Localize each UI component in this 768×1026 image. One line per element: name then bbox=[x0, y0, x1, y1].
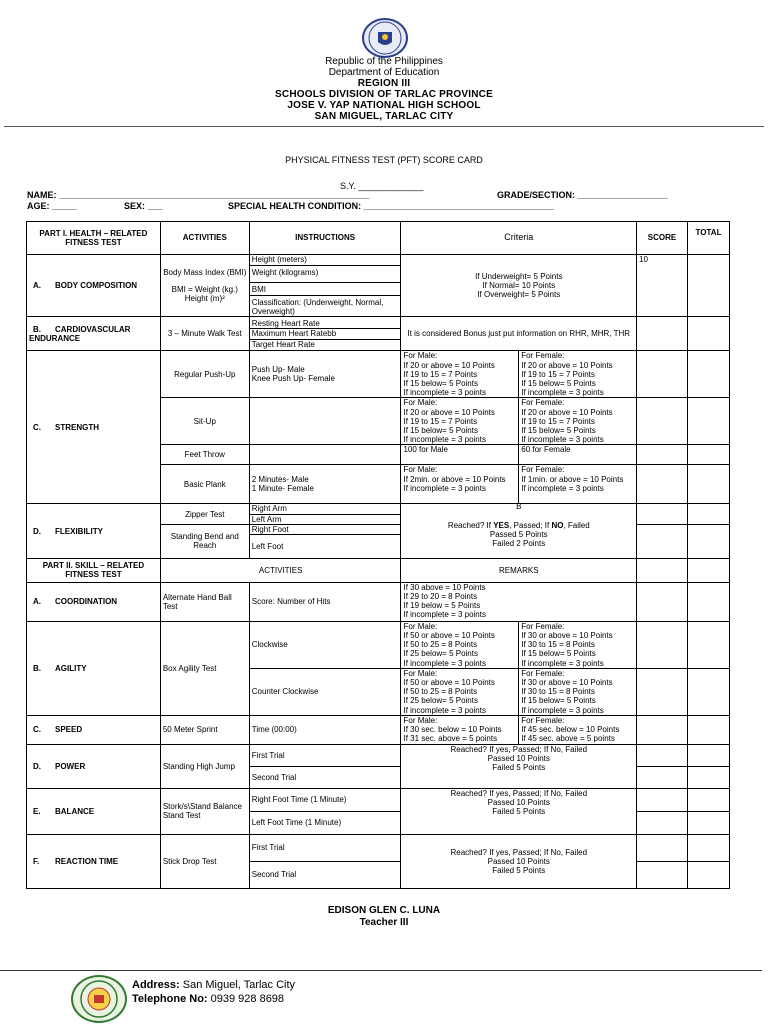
criteria-line: If 20 or above = 10 Points bbox=[521, 407, 613, 417]
criteria-power bbox=[401, 744, 637, 788]
instructions-clockwise: Clockwise bbox=[249, 621, 401, 668]
criteria-line: If 50 or above = 10 Points bbox=[403, 678, 495, 688]
criteria-reaction bbox=[401, 834, 637, 888]
criteria-line: Failed 5 Points bbox=[492, 807, 546, 817]
score-plank[interactable] bbox=[637, 465, 688, 504]
category-agility bbox=[27, 621, 161, 715]
criteria-line: If 30 sec. below = 10 Points bbox=[403, 725, 502, 735]
criteria-speed-male bbox=[401, 715, 519, 744]
instructions-stand-reach bbox=[249, 524, 401, 558]
criteria-line: If 45 sec. above = 5 points bbox=[521, 734, 615, 744]
criteria-line: Failed 2 Points bbox=[492, 539, 546, 549]
criteria-line: If 25 below= 5 Points bbox=[403, 649, 478, 659]
score-bmi[interactable]: 10 bbox=[637, 255, 688, 317]
category-label: BALANCE bbox=[55, 806, 95, 816]
criteria-line: If incomplete = 3 points bbox=[521, 705, 604, 715]
criteria-line: If incomplete = 3 points bbox=[403, 705, 486, 715]
ins-line: Knee Push Up- Female bbox=[251, 374, 335, 384]
category-speed bbox=[27, 715, 161, 744]
header-line-5: JOSE V. YAP NATIONAL HIGH SCHOOL bbox=[287, 100, 481, 111]
score-reaction-1[interactable] bbox=[637, 834, 688, 861]
total-plank[interactable] bbox=[687, 465, 729, 504]
criteria-line: If incomplete = 3 points bbox=[403, 658, 486, 668]
total-reaction-1[interactable] bbox=[687, 834, 729, 861]
criteria-line: If 1min. or above = 10 Points bbox=[521, 474, 624, 484]
header-line-2: Department of Education bbox=[328, 67, 440, 78]
criteria-line: Passed 10 Points bbox=[487, 754, 550, 764]
address-value: San Miguel, Tarlac City bbox=[182, 979, 296, 991]
category-body-composition bbox=[27, 255, 161, 317]
criteria-line: If incomplete = 3 points bbox=[521, 435, 604, 445]
criteria-line: If Overweight= 5 Points bbox=[477, 290, 561, 300]
category-num: A. bbox=[33, 597, 41, 607]
criteria-line: If 15 below= 5 Points bbox=[521, 649, 596, 659]
criteria-line: If 19 to 15 = 7 Points bbox=[521, 416, 595, 426]
criteria-line: For Male: bbox=[403, 668, 438, 678]
instructions-counter-clockwise: Counter Clockwise bbox=[249, 668, 401, 715]
row-reaction-1 bbox=[27, 834, 730, 861]
row-agility-clockwise bbox=[27, 621, 730, 668]
seal-emblem-icon bbox=[364, 20, 406, 56]
footer-address bbox=[132, 979, 295, 991]
name-field[interactable]: NAME: ______________________________________________________________ bbox=[27, 190, 370, 200]
score-situp[interactable] bbox=[637, 398, 688, 445]
header-line-6: SAN MIGUEL, TARLAC CITY bbox=[314, 111, 454, 122]
total-bmi[interactable] bbox=[687, 255, 729, 317]
criteria-line: If 15 below= 5 Points bbox=[403, 379, 478, 389]
letterhead bbox=[0, 56, 768, 122]
criteria-line: If incomplete = 3 points bbox=[521, 658, 604, 668]
criteria-line: If 15 below= 5 Points bbox=[521, 379, 596, 389]
criteria-plank-male bbox=[401, 465, 519, 504]
instructions-reaction-trial2: Second Trial bbox=[249, 861, 401, 888]
category-num: D. bbox=[33, 761, 41, 771]
total-balance-2[interactable] bbox=[687, 811, 729, 834]
total-feet-throw[interactable] bbox=[687, 445, 729, 465]
category-flexibility bbox=[27, 504, 161, 558]
activity-feet-throw: Feet Throw bbox=[160, 445, 249, 465]
criteria-line: If incomplete = 3 points bbox=[521, 483, 604, 493]
crit-text: , Failed bbox=[563, 520, 590, 530]
ins-line: 2 Minutes- Male bbox=[251, 475, 309, 485]
criteria-line: If Normal= 10 Points bbox=[482, 281, 556, 291]
category-num: B. bbox=[33, 663, 41, 673]
category-label: CARDIOVASCULAR ENDURANCE bbox=[29, 324, 131, 343]
grade-section-field[interactable]: GRADE/SECTION: __________________ bbox=[497, 190, 668, 200]
category-num: F. bbox=[33, 856, 40, 866]
category-label: SPEED bbox=[55, 725, 83, 735]
ins-right-foot[interactable]: Right Foot bbox=[250, 525, 401, 535]
criteria-line: If 30 to 15 = 8 Points bbox=[521, 687, 595, 697]
header-remarks: REMARKS bbox=[401, 558, 637, 582]
criteria-line: Passed 10 Points bbox=[487, 856, 550, 866]
criteria-line: For Female: bbox=[521, 398, 565, 408]
table-header-row bbox=[27, 222, 730, 255]
criteria-line: If 19 to 15 = 7 Points bbox=[403, 369, 478, 379]
instructions-power-trial2: Second Trial bbox=[249, 766, 401, 788]
instructions-speed: Time (00:00) bbox=[249, 715, 401, 744]
header-score: SCORE bbox=[637, 222, 688, 255]
instructions-reaction-trial1: First Trial bbox=[249, 834, 401, 861]
total-situp[interactable] bbox=[687, 398, 729, 445]
telephone-value: 0939 928 8698 bbox=[210, 993, 285, 1005]
header-criteria: Criteria bbox=[401, 222, 637, 255]
criteria-line: If 30 to 15 = 8 Points bbox=[521, 640, 595, 650]
total-stand-reach[interactable] bbox=[687, 524, 729, 558]
criteria-line: If Underweight= 5 Points bbox=[475, 271, 563, 281]
total-agility-ccw[interactable] bbox=[687, 668, 729, 715]
criteria-feet-female: 60 for Female bbox=[519, 445, 637, 465]
activity-stand-reach: Standing Bend and Reach bbox=[160, 524, 249, 558]
score-table bbox=[26, 221, 730, 889]
health-condition-field[interactable]: SPECIAL HEALTH CONDITION: ______________________________________ bbox=[228, 201, 554, 211]
row-balance-1 bbox=[27, 788, 730, 811]
activity-hand-ball: Alternate Hand Ball Test bbox=[160, 582, 249, 621]
activity-high-jump: Standing High Jump bbox=[160, 744, 249, 788]
ins-classification[interactable]: Classification: (Underweight, Normal, Overweight) bbox=[251, 298, 384, 317]
activity-box-agility: Box Agility Test bbox=[160, 621, 249, 715]
total-power-2[interactable] bbox=[687, 766, 729, 788]
total-zipper[interactable] bbox=[687, 504, 729, 524]
header-line-1: Republic of the Philippines bbox=[325, 56, 443, 67]
criteria-line: For Male: bbox=[403, 351, 438, 361]
criteria-agility-ccw-female bbox=[519, 668, 637, 715]
criteria-speed-female bbox=[519, 715, 637, 744]
criteria-feet-male: 100 for Male bbox=[401, 445, 519, 465]
part2-header-row bbox=[27, 558, 730, 582]
ins-mhr[interactable]: Maximum Heart Ratebb bbox=[250, 329, 401, 339]
category-strength bbox=[27, 351, 161, 504]
footer-divider bbox=[0, 970, 762, 971]
criteria-line: If incomplete = 3 points bbox=[403, 610, 486, 620]
category-reaction bbox=[27, 834, 161, 888]
criteria-line: If 20 or above = 10 Points bbox=[403, 407, 495, 417]
category-cardio bbox=[27, 317, 161, 351]
activity-plank: Basic Plank bbox=[160, 465, 249, 504]
criteria-agility-ccw-male bbox=[401, 668, 519, 715]
header-instructions: INSTRUCTIONS bbox=[249, 222, 401, 255]
total-speed[interactable] bbox=[687, 715, 729, 744]
criteria-line: If 20 or above = 10 Points bbox=[521, 360, 613, 370]
criteria-line: If 25 below= 5 Points bbox=[403, 696, 478, 706]
criteria-line: Failed 5 Points bbox=[492, 763, 546, 773]
criteria-line: If 19 to 15 = 7 Points bbox=[403, 416, 478, 426]
criteria-situp-male bbox=[401, 398, 519, 445]
criteria-line: If 19 to 15 = 7 Points bbox=[521, 369, 595, 379]
row-cardio bbox=[27, 317, 730, 351]
ins-right-arm[interactable]: Right Arm bbox=[250, 504, 401, 514]
criteria-line: If 31 sec. above = 5 points bbox=[403, 734, 498, 744]
criteria-line: Passed 5 Points bbox=[489, 530, 548, 540]
score-stand-reach[interactable] bbox=[637, 524, 688, 558]
address-label: Address: bbox=[132, 979, 180, 991]
activity-situp: Sit-Up bbox=[160, 398, 249, 445]
crit-text: Reached? If bbox=[447, 520, 494, 530]
age-field[interactable]: AGE: _____ bbox=[27, 201, 78, 211]
category-label: POWER bbox=[55, 761, 86, 771]
criteria-agility-cw-male bbox=[401, 621, 519, 668]
criteria-line bbox=[403, 521, 634, 530]
header-divider bbox=[4, 126, 764, 127]
criteria-line: If 20 or above = 10 Points bbox=[403, 360, 495, 370]
activity-walk-test: 3 – Minute Walk Test bbox=[160, 317, 249, 351]
category-label: STRENGTH bbox=[55, 422, 99, 432]
category-num: E. bbox=[33, 806, 41, 816]
criteria-line: If 15 below= 5 Points bbox=[521, 426, 596, 436]
criteria-situp-female bbox=[519, 398, 637, 445]
instructions-pushup bbox=[249, 351, 401, 398]
criteria-line: If 2min. or above = 10 Points bbox=[403, 474, 506, 484]
instructions-balance-left: Left Foot Time (1 Minute) bbox=[249, 811, 401, 834]
criteria-line: If incomplete = 3 points bbox=[403, 483, 486, 493]
criteria-pushup-female bbox=[519, 351, 637, 398]
school-year-field[interactable]: S.Y. _____________ bbox=[340, 181, 424, 191]
criteria-line: For Female: bbox=[521, 465, 565, 475]
criteria-line: For Male: bbox=[403, 398, 438, 408]
bmi-formula: BMI = Weight (kg.) Height (m)² bbox=[171, 285, 238, 304]
category-balance bbox=[27, 788, 161, 834]
ins-line: 1 Minute- Female bbox=[251, 484, 314, 494]
criteria-line: If 30 or above = 10 Points bbox=[521, 678, 613, 688]
instructions-feet-throw[interactable] bbox=[249, 445, 401, 465]
crit-yes: YES bbox=[493, 520, 510, 530]
row-body-composition bbox=[27, 255, 730, 317]
total-power-1[interactable] bbox=[687, 744, 729, 766]
criteria-line: If 45 sec. below = 10 Points bbox=[521, 725, 620, 735]
crit-text: , Passed; If bbox=[509, 520, 552, 530]
instructions-coordination: Score: Number of Hits bbox=[249, 582, 401, 621]
teacher-title: Teacher III bbox=[359, 917, 409, 928]
criteria-line: Reached? If yes, Passed; If No, Failed bbox=[450, 788, 588, 798]
ins-height[interactable]: Height (meters) bbox=[250, 255, 401, 266]
teacher-name: EDISON GLEN C. LUNA bbox=[327, 905, 441, 916]
header-line-4: SCHOOLS DIVISION OF TARLAC PROVINCE bbox=[275, 89, 493, 100]
header-activities-2: ACTIVITIES bbox=[160, 558, 401, 582]
total-reaction-2[interactable] bbox=[687, 861, 729, 888]
criteria-line: If 15 below= 5 Points bbox=[403, 426, 478, 436]
category-label: FLEXIBILITY bbox=[55, 526, 103, 536]
score-balance-2[interactable] bbox=[637, 811, 688, 834]
score-reaction-2[interactable] bbox=[637, 861, 688, 888]
ins-left-arm[interactable]: Left Arm bbox=[251, 514, 282, 524]
criteria-line: If 19 below = 5 Points bbox=[403, 601, 481, 611]
score-zipper[interactable] bbox=[637, 504, 688, 524]
criteria-line: For Female: bbox=[521, 715, 565, 725]
criteria-line: If 30 above = 10 Points bbox=[403, 582, 486, 592]
total-part2-header bbox=[687, 558, 729, 582]
score-agility-cw[interactable] bbox=[637, 621, 688, 668]
school-seal-logo bbox=[71, 975, 127, 1023]
criteria-line: If 29 to 20 = 8 Points bbox=[403, 592, 478, 602]
criteria-line: If 50 to 25 = 8 Points bbox=[403, 640, 478, 650]
row-zipper bbox=[27, 504, 730, 524]
category-power bbox=[27, 744, 161, 788]
category-num: C. bbox=[33, 725, 41, 735]
criteria-balance bbox=[401, 788, 637, 834]
criteria-line: If 30 or above = 10 Points bbox=[521, 631, 613, 641]
instructions-balance-right: Right Foot Time (1 Minute) bbox=[249, 788, 401, 811]
activity-sprint: 50 Meter Sprint bbox=[160, 715, 249, 744]
row-coordination bbox=[27, 582, 730, 621]
sex-field[interactable]: SEX: ___ bbox=[124, 201, 163, 211]
criteria-line: Reached? If yes, Passed; If No, Failed bbox=[450, 744, 588, 754]
score-power-2[interactable] bbox=[637, 766, 688, 788]
ins-rhr[interactable]: Resting Heart Rate bbox=[250, 319, 401, 329]
score-cardio[interactable] bbox=[637, 317, 688, 351]
score-feet-throw[interactable] bbox=[637, 445, 688, 465]
criteria-line: If 15 below= 5 Points bbox=[521, 696, 596, 706]
instructions-cardio bbox=[249, 317, 401, 351]
criteria-mark: B bbox=[516, 501, 522, 511]
criteria-line: Passed 10 Points bbox=[487, 798, 550, 808]
header-total: TOTAL bbox=[687, 222, 729, 255]
total-cardio[interactable] bbox=[687, 317, 729, 351]
criteria-line: If 50 or above = 10 Points bbox=[403, 631, 495, 641]
telephone-label: Telephone No: bbox=[132, 993, 208, 1005]
category-label: BODY COMPOSITION bbox=[55, 281, 138, 291]
total-pushup[interactable] bbox=[687, 351, 729, 398]
activity-pushup: Regular Push-Up bbox=[160, 351, 249, 398]
header-part2: PART II. SKILL – RELATED FITNESS TEST bbox=[27, 558, 161, 582]
row-speed bbox=[27, 715, 730, 744]
page-title: PHYSICAL FITNESS TEST (PFT) SCORE CARD bbox=[285, 155, 483, 165]
criteria-cardio: It is considered Bonus just put information on RHR, MHR, THR bbox=[401, 317, 637, 351]
criteria-line: For Male: bbox=[403, 465, 438, 475]
criteria-line: For Male: bbox=[403, 715, 438, 725]
criteria-line: If incomplete = 3 points bbox=[403, 435, 486, 445]
criteria-line: If 50 to 25 = 8 Points bbox=[403, 687, 478, 697]
category-label: AGILITY bbox=[55, 663, 87, 673]
activity-zipper: Zipper Test bbox=[160, 504, 249, 524]
criteria-line: If incomplete = 3 points bbox=[403, 388, 486, 398]
instructions-power-trial1: First Trial bbox=[249, 744, 401, 766]
criteria-coordination bbox=[401, 582, 637, 621]
total-coordination[interactable] bbox=[687, 582, 729, 621]
score-coordination[interactable] bbox=[637, 582, 688, 621]
criteria-line: For Female: bbox=[521, 668, 565, 678]
activity-label: Body Mass Index (BMI) bbox=[163, 267, 247, 277]
score-pushup[interactable] bbox=[637, 351, 688, 398]
score-part2-header bbox=[637, 558, 688, 582]
criteria-line: For Male: bbox=[403, 621, 438, 631]
instructions-bmi bbox=[249, 255, 401, 317]
instructions-plank bbox=[249, 465, 401, 504]
criteria-line: Failed 5 Points bbox=[492, 865, 546, 875]
criteria-line: Reached? If yes, Passed; If No, Failed bbox=[450, 847, 588, 857]
ins-weight[interactable]: Weight (kilograms) bbox=[250, 266, 401, 283]
score-speed[interactable] bbox=[637, 715, 688, 744]
score-balance-1[interactable] bbox=[637, 788, 688, 811]
category-label: REACTION TIME bbox=[55, 856, 119, 866]
activity-bmi bbox=[160, 255, 249, 317]
criteria-flexibility bbox=[401, 501, 637, 558]
instructions-situp[interactable] bbox=[249, 398, 401, 445]
header-activities: ACTIVITIES bbox=[160, 222, 249, 255]
ins-bmi[interactable]: BMI bbox=[250, 283, 401, 296]
score-agility-ccw[interactable] bbox=[637, 668, 688, 715]
criteria-plank-female bbox=[519, 465, 637, 504]
category-num: A. bbox=[33, 281, 41, 291]
criteria-line: For Female: bbox=[521, 351, 565, 361]
activity-stick-drop: Stick Drop Test bbox=[160, 834, 249, 888]
category-num: D. bbox=[33, 526, 41, 536]
criteria-line: For Female: bbox=[521, 621, 565, 631]
category-coordination bbox=[27, 582, 161, 621]
header-line-3: REGION III bbox=[357, 78, 411, 89]
school-emblem-icon bbox=[73, 977, 125, 1021]
row-pushup bbox=[27, 351, 730, 398]
total-agility-cw[interactable] bbox=[687, 621, 729, 668]
category-num: B. bbox=[33, 324, 41, 334]
ins-left-foot[interactable]: Left Foot bbox=[251, 542, 284, 552]
row-power-1 bbox=[27, 744, 730, 766]
criteria-line: If incomplete = 3 points bbox=[521, 388, 604, 398]
ins-thr[interactable]: Target Heart Rate bbox=[251, 339, 315, 349]
crit-no: NO bbox=[551, 520, 564, 530]
category-num: C. bbox=[33, 422, 41, 432]
category-label: COORDINATION bbox=[55, 597, 118, 607]
criteria-pushup-male bbox=[401, 351, 519, 398]
instructions-zipper bbox=[249, 504, 401, 524]
footer-telephone bbox=[132, 993, 284, 1005]
score-power-1[interactable] bbox=[637, 744, 688, 766]
ins-line: Push Up- Male bbox=[251, 365, 305, 375]
activity-stork-stand: Stork/s\Stand Balance Stand Test bbox=[160, 788, 249, 834]
header-part1: PART I. HEALTH – RELATED FITNESS TEST bbox=[27, 222, 161, 255]
criteria-agility-cw-female bbox=[519, 621, 637, 668]
total-balance-1[interactable] bbox=[687, 788, 729, 811]
deped-seal-logo bbox=[362, 18, 408, 58]
criteria-bmi bbox=[401, 255, 637, 317]
